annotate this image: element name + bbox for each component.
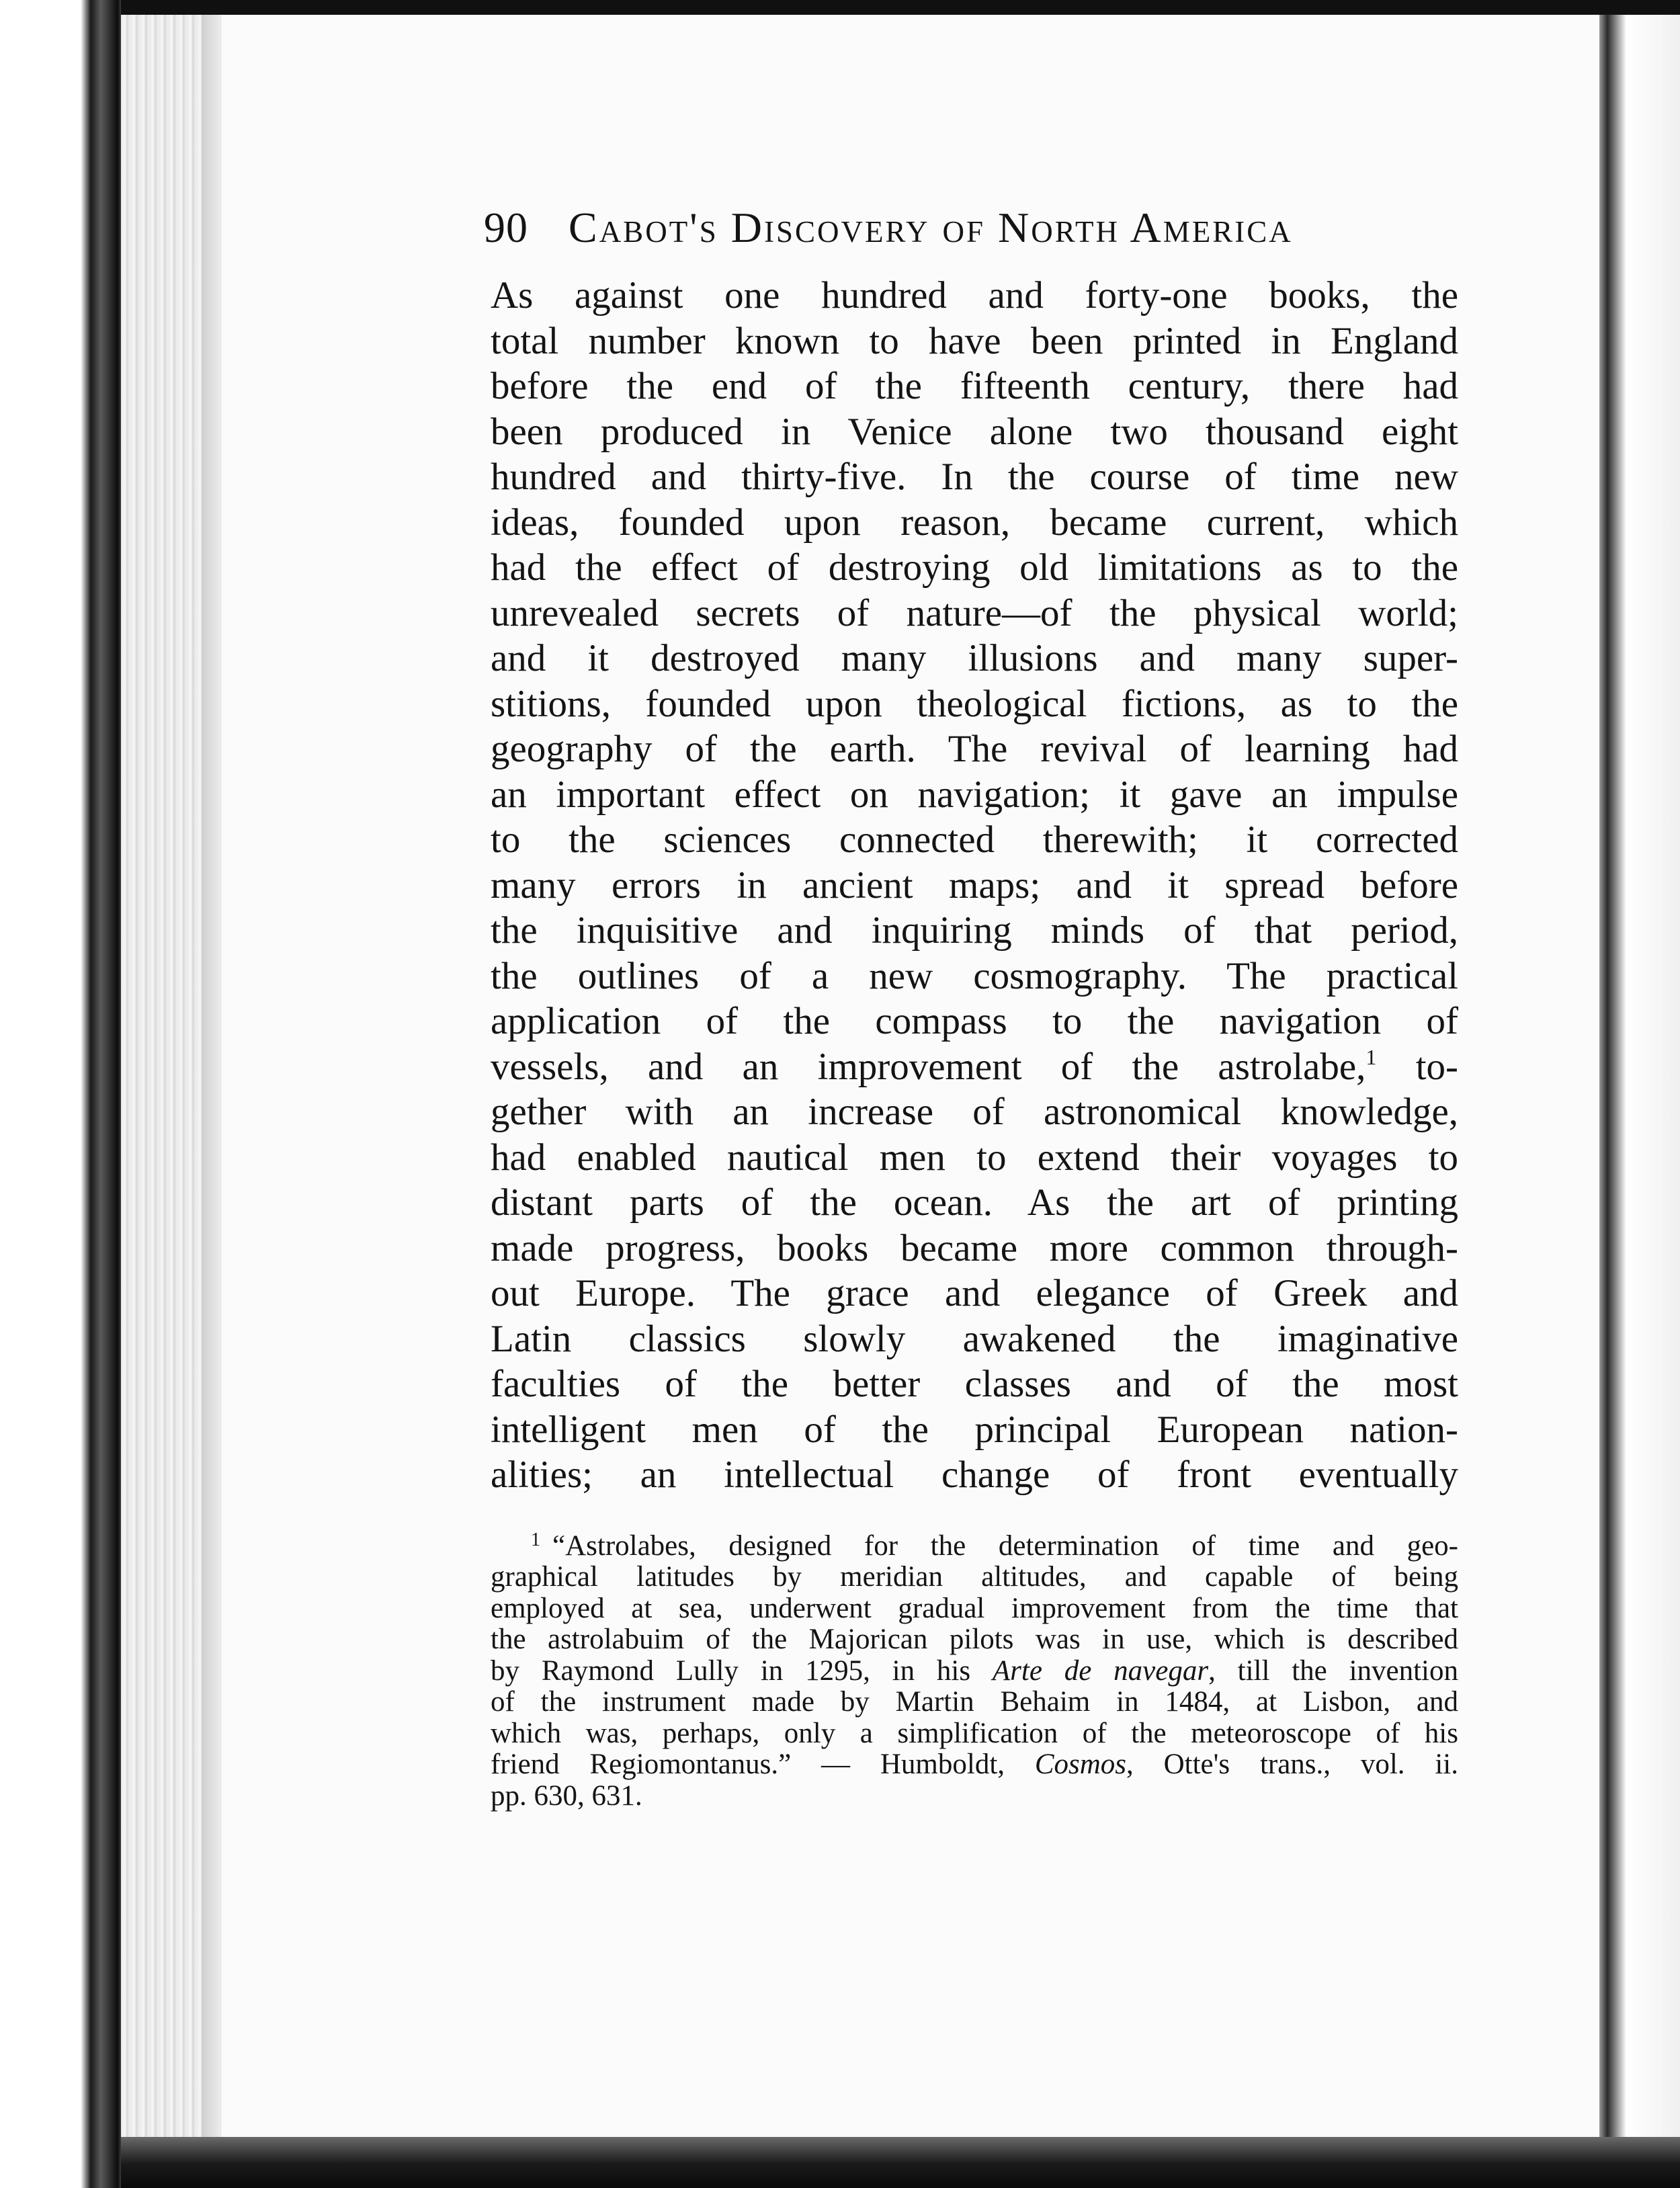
book-spine xyxy=(0,0,121,2188)
body-line-text: vessels, and an improvement of the astrolabe, xyxy=(491,1045,1366,1088)
page-edges-left xyxy=(121,0,215,2188)
body-line: faculties of the better classes and of the most xyxy=(491,1363,1458,1405)
body-line: before the end of the fifteenth century, there had xyxy=(491,365,1458,407)
body-line: unrevealed secrets of nature—of the physical world; xyxy=(491,591,1458,634)
footnote-line-tail: , Otte's trans., vol. ii. xyxy=(1126,1749,1458,1780)
body-line: gether with an increase of astronomical knowledge, xyxy=(491,1091,1458,1133)
footnote-line: of the instrument made by Martin Behaim in 1484, at Lisbon, and xyxy=(491,1686,1458,1718)
body-line: and it destroyed many illusions and many super- xyxy=(491,637,1458,679)
body-line: an important effect on navigation; it gave an impulse xyxy=(491,773,1458,816)
body-line: had the effect of destroying old limitations as to the xyxy=(491,546,1458,589)
footnote-line: the astrolabuim of the Majorican pilots was in use, which is described xyxy=(491,1624,1458,1655)
body-line: to the sciences connected therewith; it corrected xyxy=(491,818,1458,861)
footnote-line: which was, perhaps, only a simplification of the meteoroscope of his xyxy=(491,1717,1458,1749)
body-line: stitions, founded upon theological fictions, as to the xyxy=(491,682,1458,725)
body-text xyxy=(491,273,1458,1498)
body-line: distant parts of the ocean. As the art of printing xyxy=(491,1181,1458,1224)
body-line: Latin classics slowly awakened the imaginative xyxy=(491,1317,1458,1360)
book-title-arte: Arte de navegar xyxy=(992,1654,1209,1687)
body-line: hundred and thirty-five. In the course of time new xyxy=(491,456,1458,498)
body-line: application of the compass to the navigation of xyxy=(491,1000,1458,1042)
footnote-line: employed at sea, underwent gradual improvement from the time that xyxy=(491,1592,1458,1624)
top-edge xyxy=(121,0,1680,15)
footnote-line-tail: , till the invention xyxy=(1208,1654,1458,1687)
body-line: made progress, books became more common through- xyxy=(491,1226,1458,1269)
page-number: 90 xyxy=(484,204,528,251)
body-line: the inquisitive and inquiring minds of that period, xyxy=(491,909,1458,952)
body-line: ideas, founded upon reason, became current, which xyxy=(491,501,1458,544)
footnote-line: graphical latitudes by meridian altitudes, and capable of being xyxy=(491,1561,1458,1593)
body-line-astrolabe xyxy=(491,1044,1458,1090)
body-line: many errors in ancient maps; and it spread before xyxy=(491,864,1458,907)
page-content xyxy=(484,203,1680,1812)
body-line: intelligent men of the principal European nation- xyxy=(491,1408,1458,1451)
book-page xyxy=(222,15,1599,2137)
footnote-line xyxy=(491,1656,1458,1687)
footnote-line xyxy=(491,1749,1458,1781)
body-line: out Europe. The grace and elegance of Greek and xyxy=(491,1272,1458,1314)
body-line: As against one hundred and forty-one books, the xyxy=(491,274,1458,317)
running-head xyxy=(484,203,1680,253)
footnote-reference[interactable]: 1 xyxy=(1366,1044,1377,1069)
footnote-marker: 1 xyxy=(531,1529,540,1550)
running-head-title: Cabot's Discovery of North America xyxy=(569,204,1293,251)
footnote-line-text: by Raymond Lully in 1295, in his xyxy=(491,1654,993,1687)
body-line: been produced in Venice alone two thousand eight xyxy=(491,410,1458,453)
body-line: alities; an intellectual change of front eventually xyxy=(491,1454,1458,1496)
body-line: total number known to have been printed in England xyxy=(491,319,1458,362)
book-title-cosmos: Cosmos xyxy=(1034,1749,1127,1780)
footnote-line xyxy=(491,1525,1458,1562)
bottom-edge xyxy=(121,2137,1680,2188)
body-line: the outlines of a new cosmography. The practical xyxy=(491,954,1458,997)
body-line-tail: to- xyxy=(1415,1045,1459,1088)
body-line: had enabled nautical men to extend their voyages to xyxy=(491,1136,1458,1179)
body-line: geography of the earth. The revival of learning had xyxy=(491,728,1458,770)
footnote xyxy=(491,1525,1458,1812)
footnote-line-text: “Astrolabes, designed for the determination of time and geo- xyxy=(552,1529,1458,1562)
footnote-line-text: friend Regiomontanus.” — Humboldt, xyxy=(491,1749,1035,1780)
footnote-line: pp. 630, 631. xyxy=(491,1779,642,1812)
